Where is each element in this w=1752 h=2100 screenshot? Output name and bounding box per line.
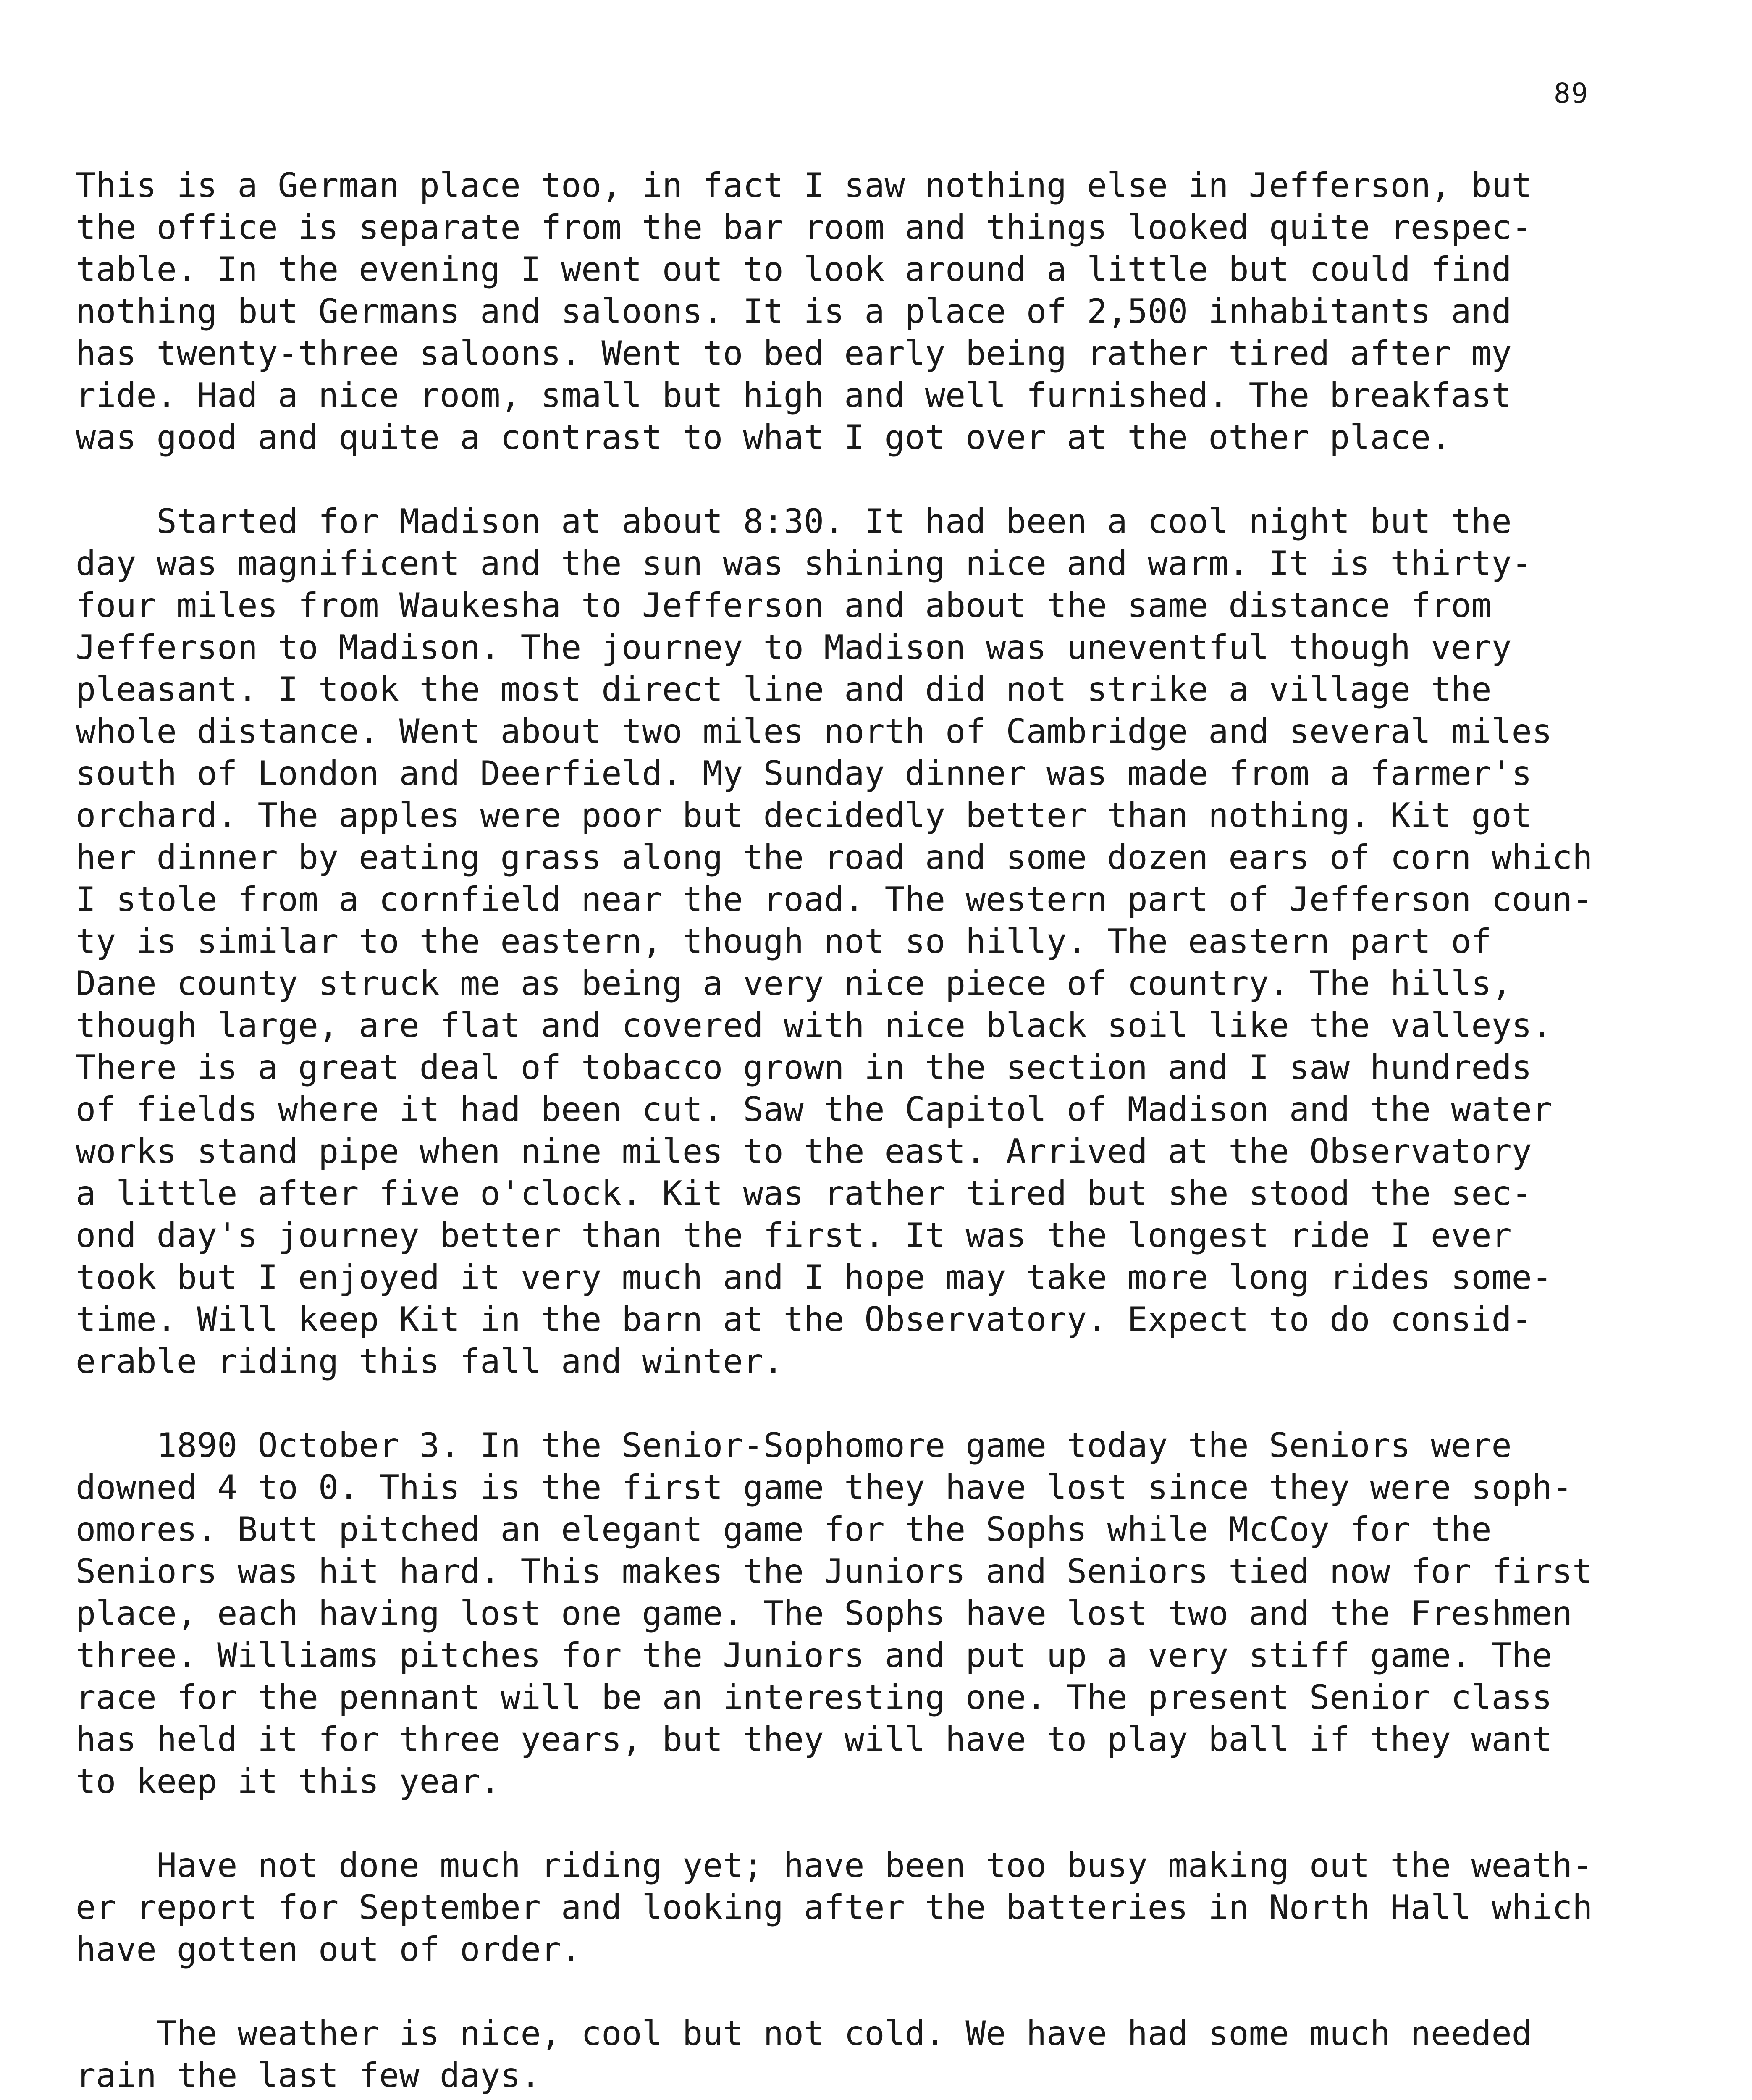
text-line: pleasant. I took the most direct line and did not strike a village the	[76, 670, 1492, 709]
text-line: south of London and Deerfield. My Sunday dinner was made from a farmer's	[76, 754, 1532, 793]
text-line: Dane county struck me as being a very nice piece of country. The hills,	[76, 964, 1512, 1003]
text-line: has held it for three years, but they will have to play ball if they want	[76, 1720, 1552, 1759]
text-line: ond day's journey better than the first. It was the longest ride I ever	[76, 1216, 1512, 1255]
text-line: has twenty-three saloons. Went to bed early being rather tired after my	[76, 334, 1512, 373]
text-line: Seniors was hit hard. This makes the Juniors and Seniors tied now for first	[76, 1552, 1593, 1591]
text-line: works stand pipe when nine miles to the east. Arrived at the Observatory	[76, 1132, 1532, 1171]
text-line: time. Will keep Kit in the barn at the Observatory. Expect to do consid-	[76, 1300, 1532, 1339]
document-body	[76, 165, 1705, 2100]
text-line: the office is separate from the bar room and things looked quite respec-	[76, 208, 1532, 247]
text-line: er report for September and looking after the batteries in North Hall which	[76, 1888, 1593, 1927]
text-line: was good and quite a contrast to what I got over at the other place.	[76, 418, 1451, 457]
text-line: Have not done much riding yet; have been too busy making out the weath-	[76, 1846, 1593, 1885]
text-line: race for the pennant will be an interesting one. The present Senior class	[76, 1678, 1552, 1717]
page-number: 89	[1554, 77, 1589, 110]
text-line: ty is similar to the eastern, though not so hilly. The eastern part of	[76, 922, 1492, 961]
text-line: downed 4 to 0. This is the first game they have lost since they were soph-	[76, 1468, 1573, 1507]
text-line: three. Williams pitches for the Juniors and put up a very stiff game. The	[76, 1636, 1552, 1675]
text-line: Started for Madison at about 8:30. It had been a cool night but the	[76, 502, 1512, 541]
text-line: day was magnificent and the sun was shining nice and warm. It is thirty-	[76, 544, 1532, 583]
text-line: table. In the evening I went out to look around a little but could find	[76, 250, 1512, 289]
text-line: Jefferson to Madison. The journey to Madison was uneventful though very	[76, 628, 1512, 667]
text-line: place, each having lost one game. The Sophs have lost two and the Freshmen	[76, 1594, 1573, 1633]
text-line: This is a German place too, in fact I saw nothing else in Jefferson, but	[76, 166, 1532, 205]
text-line: The weather is nice, cool but not cold. We have had some much needed	[76, 2014, 1532, 2053]
text-line: rain the last few days.	[76, 2056, 541, 2095]
text-line: four miles from Waukesha to Jefferson and about the same distance from	[76, 586, 1492, 625]
paragraph	[76, 165, 1705, 459]
text-line: ride. Had a nice room, small but high and well furnished. The breakfast	[76, 376, 1512, 415]
text-line: a little after five o'clock. Kit was rather tired but she stood the sec-	[76, 1174, 1532, 1213]
text-line: have gotten out of order.	[76, 1930, 582, 1969]
paragraph	[76, 2013, 1705, 2097]
text-line: There is a great deal of tobacco grown in the section and I saw hundreds	[76, 1048, 1532, 1087]
paragraph	[76, 1425, 1705, 1803]
text-line: I stole from a cornfield near the road. The western part of Jefferson coun-	[76, 880, 1593, 919]
text-line: 1890 October 3. In the Senior-Sophomore game today the Seniors were	[76, 1426, 1512, 1465]
text-line: to keep it this year.	[76, 1762, 501, 1801]
text-line: omores. Butt pitched an elegant game for the Sophs while McCoy for the	[76, 1510, 1492, 1549]
text-line: of fields where it had been cut. Saw the Capitol of Madison and the water	[76, 1090, 1552, 1129]
text-line: took but I enjoyed it very much and I hope may take more long rides some-	[76, 1258, 1552, 1297]
paragraph	[76, 1845, 1705, 1971]
text-line: whole distance. Went about two miles north of Cambridge and several miles	[76, 712, 1552, 751]
text-line: her dinner by eating grass along the road and some dozen ears of corn which	[76, 838, 1593, 877]
text-line: orchard. The apples were poor but decidedly better than nothing. Kit got	[76, 796, 1532, 835]
text-line: erable riding this fall and winter.	[76, 1342, 784, 1381]
paragraph	[76, 501, 1705, 1383]
text-line: though large, are flat and covered with nice black soil like the valleys.	[76, 1006, 1552, 1045]
text-line: nothing but Germans and saloons. It is a place of 2,500 inhabitants and	[76, 292, 1512, 331]
